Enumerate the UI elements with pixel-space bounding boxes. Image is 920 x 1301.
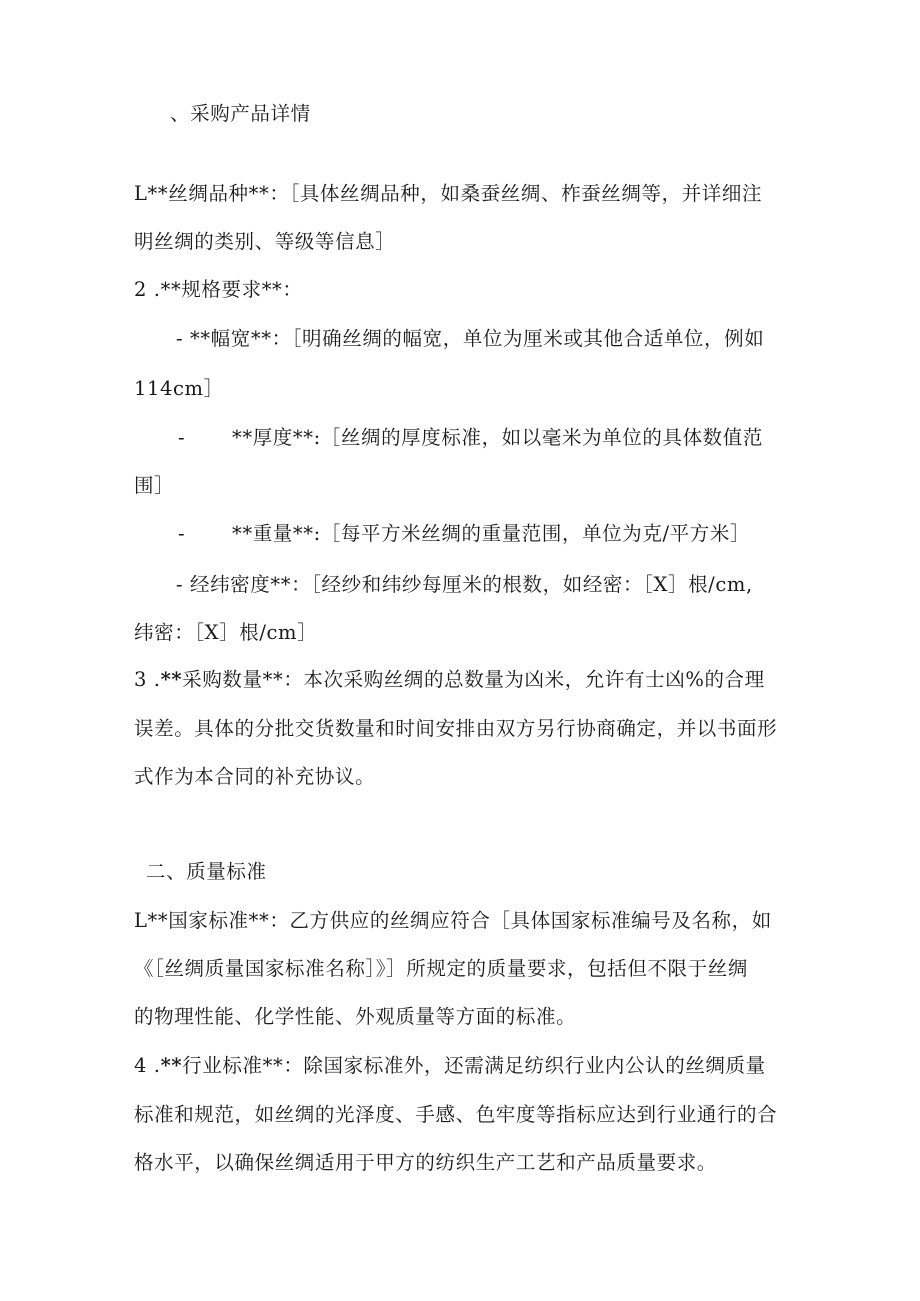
item-purchase-quantity-line-3: 式作为本合同的补充协议。 bbox=[134, 765, 376, 788]
item-purchase-quantity-line-2: 误差。具体的分批交货数量和时间安排由双方另行协商确定，并以书面形 bbox=[134, 717, 778, 740]
spec-thickness-line-1: **厚度**:［丝绸的厚度标准，如以毫米为单位的具体数值范 bbox=[232, 426, 763, 449]
item-national-standard-line-1: L**国家标准**：乙方供应的丝绸应符合［具体国家标准编号及名称，如 bbox=[134, 909, 772, 932]
spec-thickness-line-2: 围］ bbox=[134, 474, 175, 497]
spec-thickness-dash: - bbox=[178, 426, 186, 449]
bold-marker: ** bbox=[160, 1054, 183, 1077]
spec-density-line-2: 纬密：［X］根/cm］ bbox=[134, 621, 318, 644]
spec-weight-line-1: **重量**:［每平方米丝绸的重量范围，单位为克/平方米］ bbox=[232, 522, 751, 545]
spec-density-line-1: - 经纬密度**：［经纱和纬纱每厘米的根数，如经密：［X］根/cm, bbox=[176, 573, 753, 596]
spec-width-line-1: - **幅宽**：［明确丝绸的幅宽，单位为厘米或其他合适单位，例如 bbox=[176, 327, 765, 350]
spec-weight-dash: - bbox=[178, 522, 186, 545]
item-purchase-quantity-line-1 bbox=[134, 667, 765, 693]
item-number: 4 . bbox=[134, 1054, 161, 1077]
item-industry-standard-line-2: 标准和规范，如丝绸的光泽度、手感、色牢度等指标应达到行业通行的合 bbox=[134, 1103, 778, 1126]
item-silk-variety-line-2: 明丝绸的类别、等级等信息］ bbox=[134, 230, 396, 253]
bold-marker: ** bbox=[160, 668, 183, 691]
item-number: 3 . bbox=[134, 668, 161, 691]
item-national-standard-line-3: 的物理性能、化学性能、外观质量等方面的标准。 bbox=[134, 1005, 577, 1028]
item-national-standard-line-2: 《［丝绸质量国家标准名称］》］所规定的质量要求，包括但不限于丝绸 bbox=[134, 957, 748, 980]
item-spec-requirements-title: 2 .**规格要求**： bbox=[134, 278, 303, 301]
section-heading-quality-standards: 二、质量标准 bbox=[146, 860, 267, 883]
item-text: 采购数量**：本次采购丝绸的总数量为凶米，允许有士凶%的合理 bbox=[182, 668, 765, 691]
item-industry-standard-line-3: 格水平，以确保丝绸适用于甲方的纺织生产工艺和产品质量要求。 bbox=[134, 1151, 717, 1174]
item-industry-standard-line-1 bbox=[134, 1053, 766, 1079]
section-heading-procurement-details: 、采购产品详情 bbox=[170, 102, 311, 125]
item-text: 行业标准**：除国家标准外，还需满足纺织行业内公认的丝绸质量 bbox=[182, 1054, 766, 1077]
item-silk-variety-line-1: L**丝绸品种**：［具体丝绸品种，如桑蚕丝绸、柞蚕丝绸等，并详细注 bbox=[134, 182, 763, 205]
spec-width-line-2: 114cm］ bbox=[134, 377, 224, 400]
